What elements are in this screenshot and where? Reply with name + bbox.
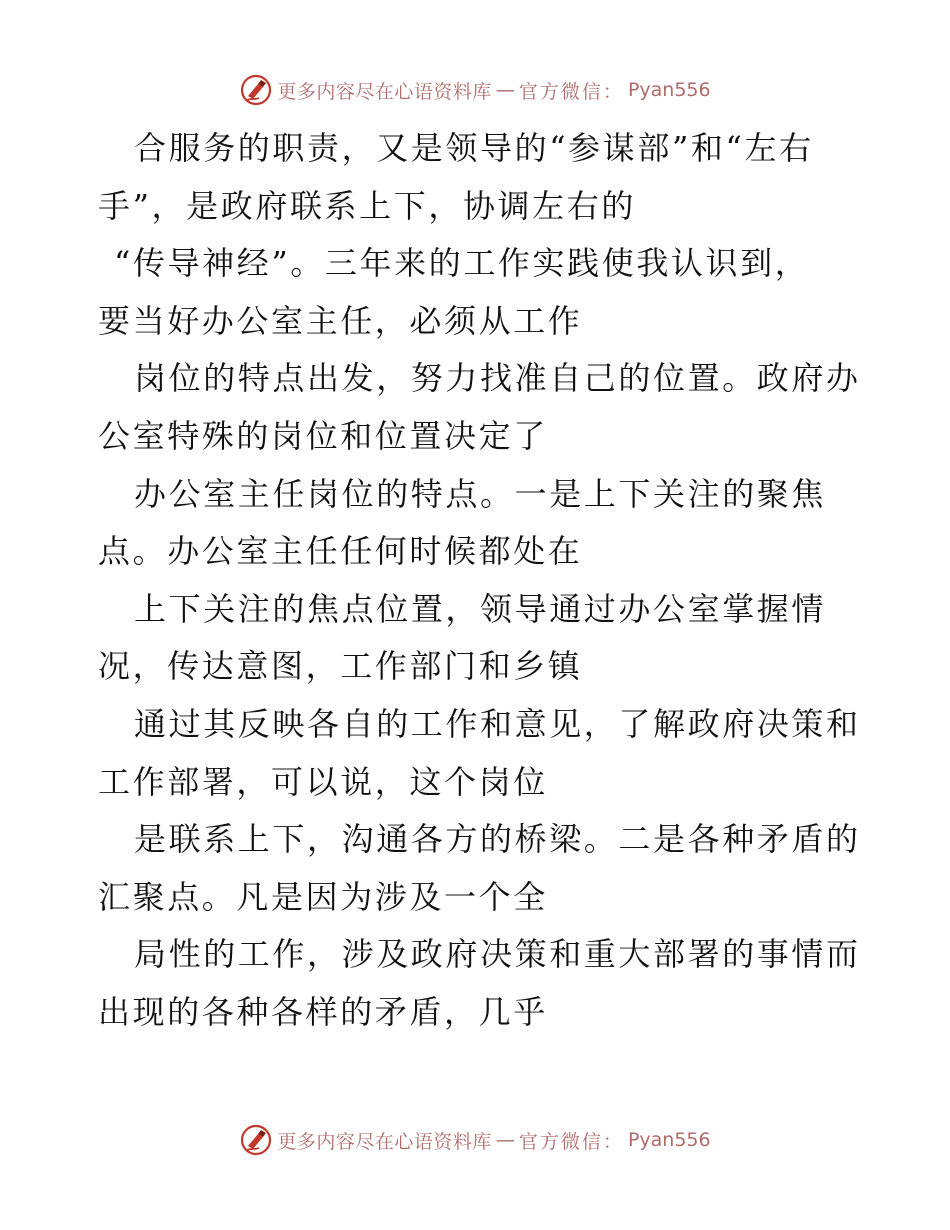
text-line: 工作部署，可以说，这个岗位 <box>98 762 548 801</box>
banner-brand-text: 更多内容尽在心语资料库 <box>277 80 492 103</box>
text-line: 是联系上下，沟通各方的桥梁。二是各种矛盾的 <box>134 820 861 859</box>
seal-logo-icon <box>239 73 273 107</box>
banner-brand-text: 更多内容尽在心语资料库 <box>277 1130 492 1153</box>
banner-wechat-label: 官方微信： <box>518 80 624 103</box>
banner-dash: — <box>495 79 515 101</box>
text-line: 通过其反映各自的工作和意见，了解政府决策和 <box>134 704 861 743</box>
banner-wechat-label: 官方微信： <box>518 1130 624 1153</box>
text-line: 上下关注的焦点位置，领导通过办公室掌握情 <box>134 589 827 628</box>
document-body <box>98 120 861 1042</box>
text-line: 汇聚点。凡是因为涉及一个全 <box>98 877 548 916</box>
text-line: 合服务的职责，又是领导的“参谋部”和“左右 <box>134 129 814 167</box>
seal-logo-icon <box>239 1123 273 1157</box>
text-line: 况，传达意图，工作部门和乡镇 <box>98 647 583 686</box>
text-line: 手”，是政府联系上下，协调左右的 <box>98 186 636 225</box>
text-line: 要当好办公室主任，必须从工作 <box>98 301 583 340</box>
text-line: 局性的工作，涉及政府决策和重大部署的事情而 <box>134 935 861 974</box>
footer-banner <box>0 1120 950 1160</box>
text-line: 岗位的特点出发，努力找准自己的位置。政府办 <box>134 359 861 398</box>
text-line: 出现的各种各样的矛盾，几乎 <box>98 992 548 1031</box>
text-line: 公室特殊的岗位和位置决定了 <box>98 416 548 455</box>
text-line: “传导神经”。三年来的工作实践使我认识到， <box>114 244 810 283</box>
text-line: 办公室主任岗位的特点。一是上下关注的聚焦 <box>134 474 827 513</box>
banner-wechat-handle: Pyan556 <box>627 79 711 101</box>
text-line: 点。办公室主任任何时候都处在 <box>98 532 583 571</box>
banner-dash: — <box>495 1129 515 1151</box>
header-banner <box>0 70 950 110</box>
banner-wechat-handle: Pyan556 <box>627 1129 711 1151</box>
